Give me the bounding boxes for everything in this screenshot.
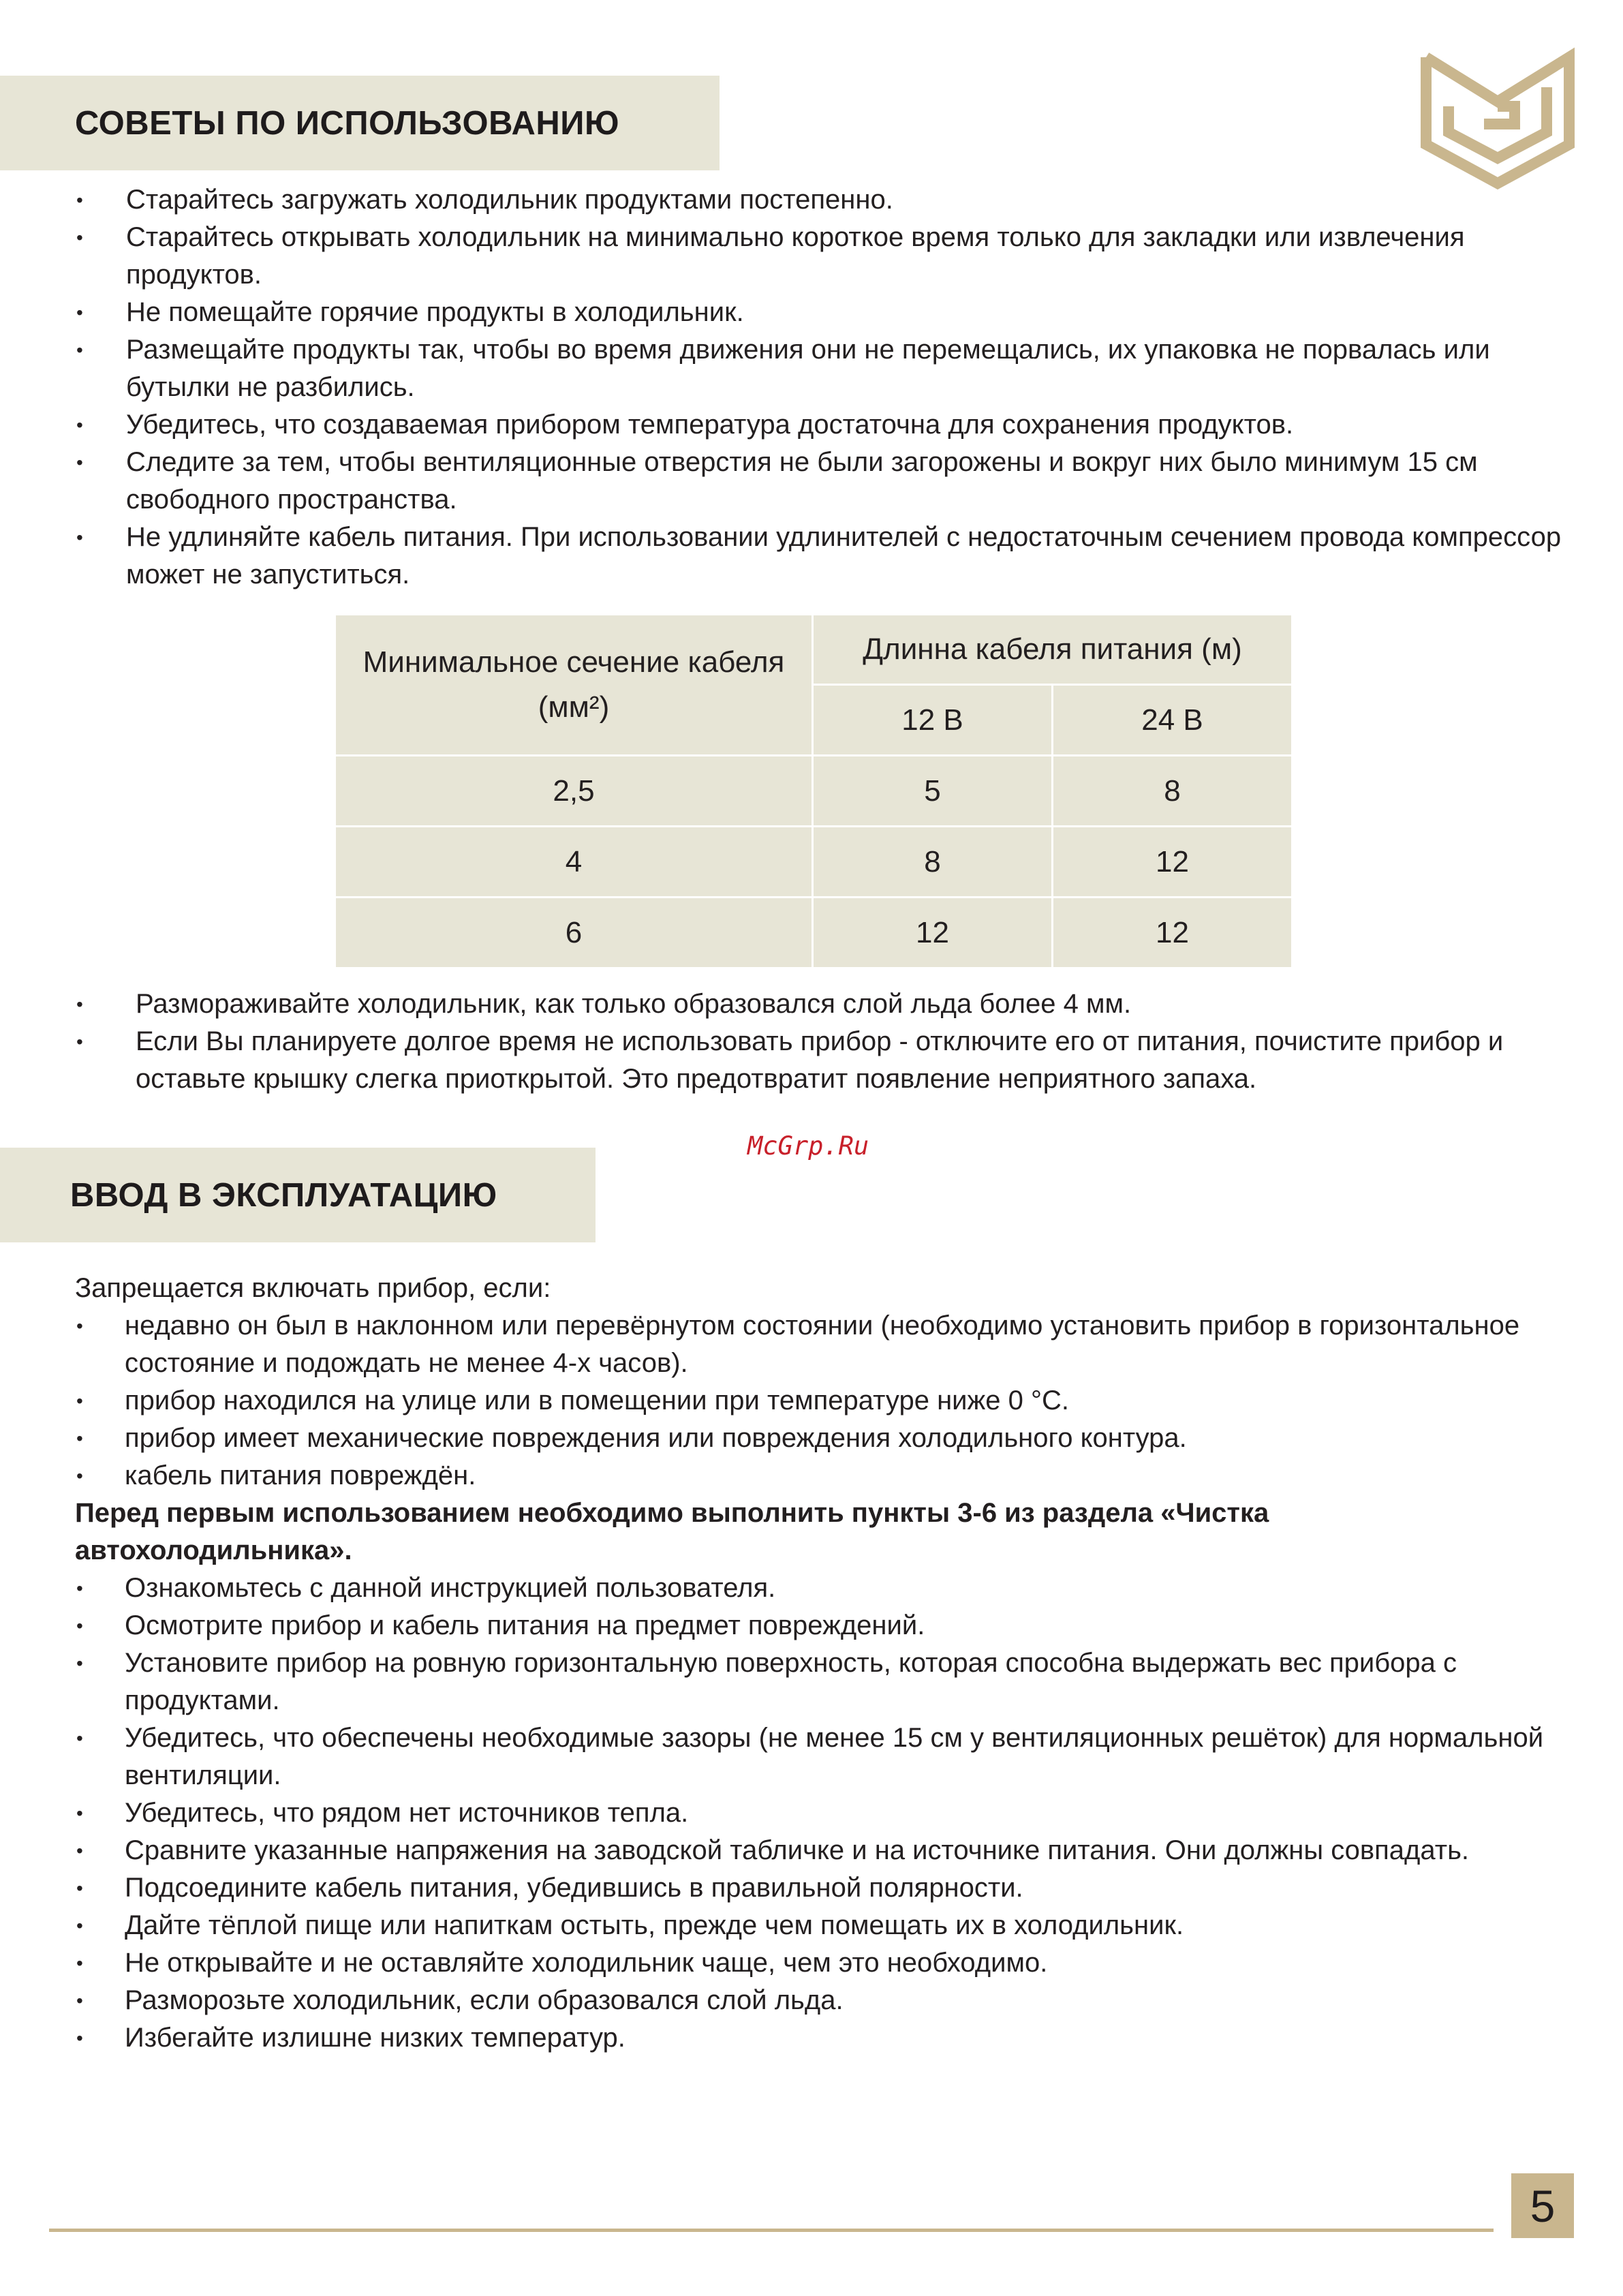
list-item: • прибор имеет механические повреждения или повреждения холодильного контура. <box>76 1420 1562 1457</box>
table-subheader-24v: 24 В <box>1053 685 1293 756</box>
setup-section-header <box>0 1148 596 1242</box>
list-item: • Старайтесь открывать холодильник на минимально короткое время только для закладки или извлечения продуктов. <box>76 219 1562 294</box>
list-item: • Разморозьте холодильник, если образовался слой льда. <box>76 1982 1562 2019</box>
list-item: • Не открывайте и не оставляйте холодильник чаще, чем это необходимо. <box>76 1944 1562 1982</box>
table-cell: 8 <box>813 827 1053 898</box>
table-subheader-12v: 12 В <box>813 685 1053 756</box>
table-row <box>335 756 1293 827</box>
list-item: • Убедитесь, что рядом нет источников тепла. <box>76 1794 1562 1832</box>
list-item: • Сравните указанные напряжения на заводской табличке и на источнике питания. Они должны совпадать. <box>76 1832 1562 1869</box>
table-header-min-section: Минимальное сечение кабеля (мм²) <box>335 615 813 756</box>
setup-bold-note: Перед первым использованием необходимо выполнить пункты 3-6 из раздела «Чистка автохолодильника». <box>75 1498 1269 1565</box>
page-number: 5 <box>1511 2173 1574 2238</box>
list-item: • Установите прибор на ровную горизонтальную поверхность, которая способна выдержать вес прибора с продуктами. <box>76 1644 1562 1719</box>
setup-intro: Запрещается включать прибор, если: <box>75 1273 551 1303</box>
setup-steps-list <box>76 1570 1562 2057</box>
list-item: • Следите за тем, чтобы вентиляционные отверстия не были загорожены и вокруг них было минимум 15 см свободного пространства. <box>76 444 1562 519</box>
table-cell: 12 <box>1053 827 1293 898</box>
list-item: • прибор находился на улице или в помещении при температуре ниже 0 °С. <box>76 1382 1562 1420</box>
tips-section-header <box>0 76 720 170</box>
list-item: • Подсоедините кабель питания, убедившись в правильной полярности. <box>76 1869 1562 1907</box>
list-item: • Убедитесь, что обеспечены необходимые зазоры (не менее 15 см у вентиляционных решёток) для нормальной вентиляции. <box>76 1719 1562 1794</box>
tips-list-continued <box>76 985 1562 1098</box>
table-cell: 4 <box>335 827 813 898</box>
table-cell: 5 <box>813 756 1053 827</box>
table-cell: 2,5 <box>335 756 813 827</box>
footer-divider <box>49 2229 1494 2232</box>
table-cell: 12 <box>813 898 1053 968</box>
table-cell: 8 <box>1053 756 1293 827</box>
watermark-link[interactable]: McGrp.Ru <box>747 1131 869 1161</box>
list-item: • кабель питания повреждён. <box>76 1457 1562 1495</box>
table-cell: 6 <box>335 898 813 968</box>
list-item: • Старайтесь загружать холодильник продуктами постепенно. <box>76 181 1562 219</box>
list-item: • Избегайте излишне низких температур. <box>76 2019 1562 2057</box>
list-item: • Размораживайте холодильник, как только образовался слой льда более 4 мм. <box>76 985 1562 1023</box>
list-item: • Размещайте продукты так, чтобы во время движения они не перемещались, их упаковка не порвалась или бутылки не разбились. <box>76 331 1562 406</box>
table-row <box>335 898 1293 968</box>
table-header-cable-length: Длинна кабеля питания (м) <box>813 615 1293 685</box>
tips-section-title: СОВЕТЫ ПО ИСПОЛЬЗОВАНИЮ <box>75 104 620 142</box>
table-cell: 12 <box>1053 898 1293 968</box>
tips-list <box>76 181 1562 594</box>
table-row <box>335 827 1293 898</box>
list-item: • Не помещайте горячие продукты в холодильник. <box>76 294 1562 331</box>
cable-section-table <box>334 613 1293 969</box>
brand-logo-icon <box>1416 44 1579 190</box>
list-item: • Дайте тёплой пище или напиткам остыть, прежде чем помещать их в холодильник. <box>76 1907 1562 1944</box>
prohibit-list <box>76 1307 1562 1495</box>
setup-section-title: ВВОД В ЭКСПЛУАТАЦИЮ <box>70 1176 497 1214</box>
list-item: • Не удлиняйте кабель питания. При использовании удлинителей с недостаточным сечением провода компрессор может не запуститься. <box>76 519 1562 594</box>
list-item: • Если Вы планируете долгое время не использовать прибор - отключите его от питания, почистите прибор и оставьте крышку слегка приоткрытой. Это предотвратит появление неприятного запаха. <box>76 1023 1562 1098</box>
list-item: • Ознакомьтесь с данной инструкцией пользователя. <box>76 1570 1562 1607</box>
list-item: • Убедитесь, что создаваемая прибором температура достаточна для сохранения продуктов. <box>76 406 1562 444</box>
list-item: • недавно он был в наклонном или перевёрнутом состоянии (необходимо установить прибор в горизонтальное состояние и подождать не менее 4-х часов). <box>76 1307 1562 1382</box>
list-item: • Осмотрите прибор и кабель питания на предмет повреждений. <box>76 1607 1562 1644</box>
